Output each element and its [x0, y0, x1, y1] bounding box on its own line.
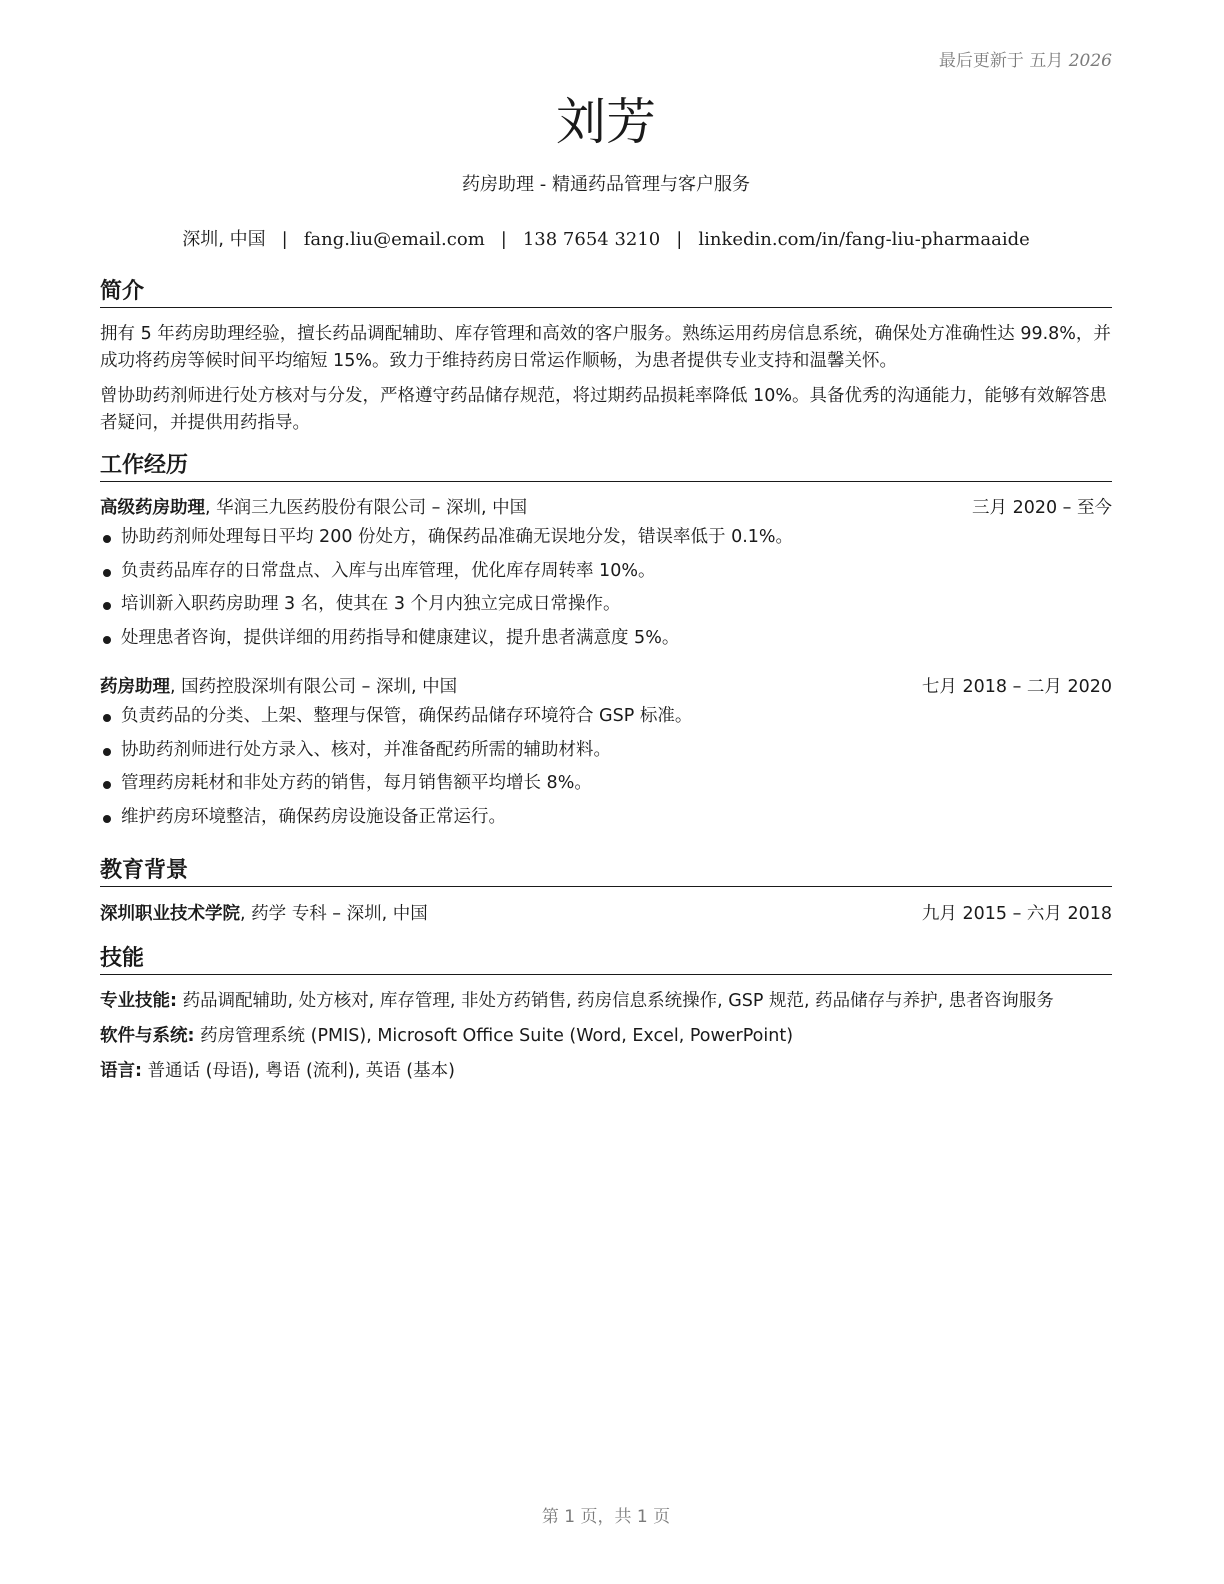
skill-label: 语言:: [100, 1061, 142, 1081]
last-updated-year: 2026: [1068, 51, 1112, 71]
education-detail: , 药学 专科 – 深圳, 中国: [240, 904, 428, 924]
job-bullet: 培训新入职药房助理 3 名，使其在 3 个月内独立完成日常操作。: [100, 588, 1112, 622]
job-bullet: 协助药剂师处理每日平均 200 份处方，确保药品准确无误地分发，错误率低于 0.1%。: [100, 521, 1112, 555]
summary-paragraph: 拥有 5 年药房助理经验，擅长药品调配辅助、库存管理和高效的客户服务。熟练运用药房信息系统，确保处方准确性达 99.8%，并成功将药房等候时间平均缩短 15%。致力于维持药房日常运作顺畅，为患者提供专业支持和温馨关怀。: [100, 324, 1111, 371]
job-date: 七月 2018 – 二月 2020: [921, 677, 1112, 697]
candidate-tagline: 药房助理 - 精通药品管理与客户服务: [462, 174, 750, 195]
job-role: 药房助理: [100, 677, 170, 697]
education-school: 深圳职业技术学院: [100, 904, 240, 924]
job-bullet: 负责药品库存的日常盘点、入库与出库管理，优化库存周转率 10%。: [100, 555, 1112, 589]
skill-label: 专业技能:: [100, 991, 177, 1011]
section-title-experience: 工作经历: [100, 452, 1112, 482]
education-entry: [100, 901, 1112, 927]
job-header: [100, 674, 1112, 700]
section-title-education: 教育背景: [100, 857, 1112, 887]
candidate-name: 刘芳: [556, 93, 656, 151]
job-bullet: 管理药房耗材和非处方药的销售，每月销售额平均增长 8%。: [100, 767, 1112, 801]
job-bullets: [100, 700, 1112, 834]
job-entry: [100, 495, 1112, 655]
contact-separator: |: [281, 229, 288, 250]
skills-section: [100, 945, 1112, 1085]
contact-separator: |: [676, 229, 683, 250]
contact-location: 深圳, 中国: [182, 229, 266, 250]
skill-label: 软件与系统:: [100, 1026, 195, 1046]
skill-value: 药房管理系统 (PMIS), Microsoft Office Suite (Word, Excel, PowerPoint): [194, 1026, 794, 1046]
contact-email[interactable]: fang.liu@email.com: [303, 229, 485, 250]
job-bullet: 负责药品的分类、上架、整理与保管，确保药品储存环境符合 GSP 标准。: [100, 700, 1112, 734]
section-title-skills: 技能: [100, 945, 1112, 975]
job-role: 高级药房助理: [100, 498, 205, 518]
skill-line: [100, 1023, 1112, 1050]
job-date: 三月 2020 – 至今: [972, 498, 1112, 518]
skill-line: [100, 988, 1112, 1015]
skill-value: 普通话 (母语), 粤语 (流利), 英语 (基本): [142, 1061, 455, 1081]
summary-paragraph: 曾协助药剂师进行处方核对与分发，严格遵守药品储存规范，将过期药品损耗率降低 10%。具备优秀的沟通能力，能够有效解答患者疑问，并提供用药指导。: [100, 386, 1107, 433]
job-bullet: 处理患者咨询，提供详细的用药指导和健康建议，提升患者满意度 5%。: [100, 622, 1112, 656]
education-date: 九月 2015 – 六月 2018: [921, 904, 1112, 924]
last-updated-prefix: 最后更新于 五月: [938, 51, 1064, 71]
skill-value: 药品调配辅助, 处方核对, 库存管理, 非处方药销售, 药房信息系统操作, GSP 规范, 药品储存与养护, 患者咨询服务: [177, 991, 1054, 1011]
last-updated: [939, 46, 1112, 71]
job-bullet: 协助药剂师进行处方录入、核对，并准备配药所需的辅助材料。: [100, 734, 1112, 768]
experience-section: [100, 452, 1112, 834]
job-company: , 国药控股深圳有限公司 – 深圳, 中国: [170, 677, 458, 697]
resume-page: [100, 0, 1112, 1584]
job-bullet: 维护药房环境整洁，确保药房设施设备正常运行。: [100, 801, 1112, 835]
job-company: , 华润三九医药股份有限公司 – 深圳, 中国: [205, 498, 528, 518]
job-entry: [100, 674, 1112, 834]
job-bullets: [100, 521, 1112, 655]
summary-section: [100, 278, 1112, 437]
education-section: [100, 857, 1112, 927]
job-header: [100, 495, 1112, 521]
contact-separator: |: [500, 229, 507, 250]
page-footer: 第 1 页，共 1 页: [541, 1507, 671, 1527]
contact-line: [100, 225, 1112, 251]
contact-phone[interactable]: 138 7654 3210: [522, 229, 661, 250]
contact-linkedin[interactable]: linkedin.com/in/fang-liu-pharmaaide: [698, 229, 1030, 250]
section-title-summary: 简介: [100, 278, 1112, 308]
skill-line: [100, 1058, 1112, 1085]
